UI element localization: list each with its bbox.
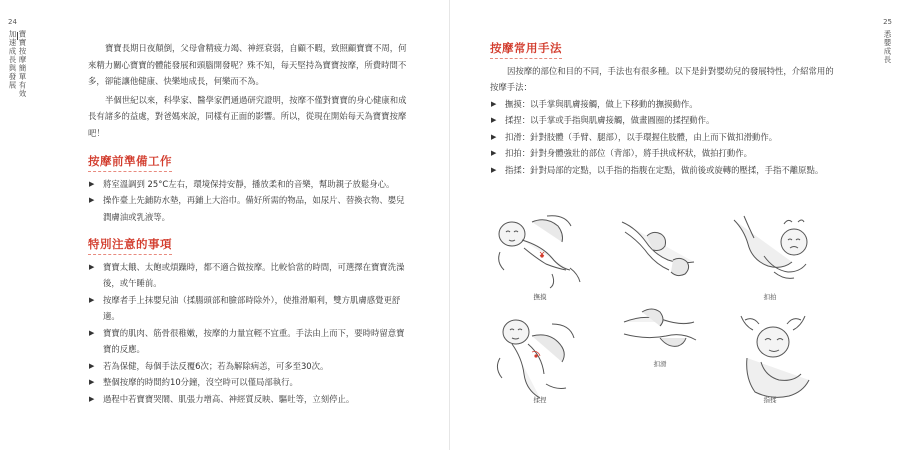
notes-list — [88, 259, 410, 408]
list-item: ▶ 過程中若寶寶哭鬧、肌張力增高、神經質反映、驅吐等，立刻停止。 — [88, 391, 410, 408]
arrow-bullet-icon: ▶ — [491, 99, 497, 108]
left-page-intro — [88, 40, 410, 141]
arrow-bullet-icon: ▶ — [89, 196, 95, 204]
list-item: ▶ 按摩者手上抹嬰兒油（揉腸頭部和臉部時除外），使推滑順利，雙方肌膚感覺更舒適。 — [88, 292, 410, 325]
intro-paragraph: 半個世紀以來，科學家、醫學家們通過研究證明，按摩不僅對寶寶的身心健康和成長有諸多的益處，對爸媽來說，同樣有正面的影響。所以，從現在開始每天為寶寶按摩吧！ — [88, 94, 407, 138]
caption-tap: 扣拍 — [763, 293, 777, 301]
notes-section — [88, 236, 410, 407]
arrow-bullet-icon: ▶ — [89, 328, 95, 337]
list-item: ▶ 扣滑：針對肢體（手臂、腿部），以手環握住肢體，由上而下做扣滑動作。 — [490, 129, 840, 146]
list-item: ▶ 撫摸：以手掌與肌膚接觸，做上下移動的撫摸動作。 — [490, 96, 840, 113]
arrow-bullet-icon: ▶ — [89, 179, 95, 188]
list-item: ▶ 指揉：針對局部的定點，以手指的指腹在定點，做前後或旋轉的壓揉，手指不離原點。 — [490, 162, 840, 179]
running-title-right — [883, 30, 892, 64]
prep-list — [88, 176, 410, 226]
arrow-bullet-icon: ▶ — [491, 132, 497, 141]
techniques-section — [490, 40, 840, 178]
caption-stroke: 撫摸 — [533, 293, 547, 301]
caption-knead: 揉捏 — [533, 396, 547, 404]
notes-heading: 特別注意的事項 — [88, 236, 172, 255]
running-title-right-text: 悉嬰成長 — [883, 30, 892, 64]
techniques-list — [490, 96, 840, 179]
arm-stroke-illustration — [617, 212, 702, 282]
page-number-left: 24 — [8, 18, 17, 26]
running-title-left-part2: 加速成長與發展 — [8, 30, 17, 90]
arrow-bullet-icon: ▶ — [89, 262, 95, 271]
knead-illustration — [492, 314, 587, 404]
finger-knead-illustration — [737, 312, 822, 402]
caption-slide: 扣滑 — [653, 360, 667, 368]
illustrations — [492, 212, 822, 412]
arrow-bullet-icon: ▶ — [89, 378, 95, 386]
prep-heading: 按摩前準備工作 — [88, 153, 172, 172]
list-item: ▶ 操作臺上先鋪防水墊，再鋪上大浴巾。備好所需的物品，如尿片、替換衣物、嬰兒潤膚油或乳液等。 — [88, 192, 410, 225]
running-title-left — [8, 30, 27, 98]
techniques-intro: 因按摩的部位和目的不同，手法也有很多種。以下是針對嬰幼兒的發展特性，介紹常用的按摩手法： — [490, 65, 834, 92]
list-item: ▶ 寶寶的肌肉、筋骨很稚嫩，按摩的力量宜輕不宜重。手法由上而下，要時時留意寶寶的反應。 — [88, 325, 410, 358]
arrow-bullet-icon: ▶ — [491, 165, 497, 174]
arrow-bullet-icon: ▶ — [491, 116, 497, 124]
caption-finger-knead: 指揉 — [763, 396, 777, 404]
stroke-illustration — [492, 212, 587, 292]
techniques-heading: 按摩常用手法 — [490, 40, 562, 59]
page-number-right: 25 — [883, 18, 892, 26]
prep-section — [88, 153, 410, 225]
slide-illustration — [620, 304, 700, 364]
list-item: ▶ 寶寶太餓、太飽或煩躁時，都不適合做按摩。比較恰當的時間，可選擇在寶寶洗澡後，或午睡前。 — [88, 259, 410, 292]
arrow-bullet-icon: ▶ — [89, 361, 95, 370]
list-item: ▶ 將室溫調到 25°C左右，環境保持安靜，播放柔和的音樂，幫助親子放鬆身心。 — [88, 176, 410, 193]
list-item: ▶ 揉捏：以手掌或手指與肌膚接觸，做畫圓圈的揉捏動作。 — [490, 112, 840, 129]
running-title-left-part1: 寶寶按摩簡單有效 — [18, 30, 27, 98]
intro-paragraph: 寶寶長期日夜顛倒，父母會精疲力竭、神經衰弱，自顧不暇，致照顧寶寶不周，何來精力關心寶寶的體能發展和頭腦開發呢？殊不知，每天堅持為寶寶按摩，所費時間不多，卻能讓他健康、快樂地成長，何樂而不為。 — [88, 43, 407, 86]
tap-illustration — [724, 212, 819, 292]
arrow-bullet-icon: ▶ — [491, 149, 497, 157]
arrow-bullet-icon: ▶ — [89, 394, 95, 403]
list-item: ▶ 扣拍：針對身體強壯的部位（背部），將手拱成杯狀，做拍打動作。 — [490, 145, 840, 162]
arrow-bullet-icon: ▶ — [89, 295, 95, 304]
list-item: ▶ 若為保健，每個手法反覆6次；若為解除病恙，可多至30次。 — [88, 358, 410, 375]
list-item: ▶ 整個按摩的時間約10分鐘，沒空時可以僅局部執行。 — [88, 374, 410, 391]
